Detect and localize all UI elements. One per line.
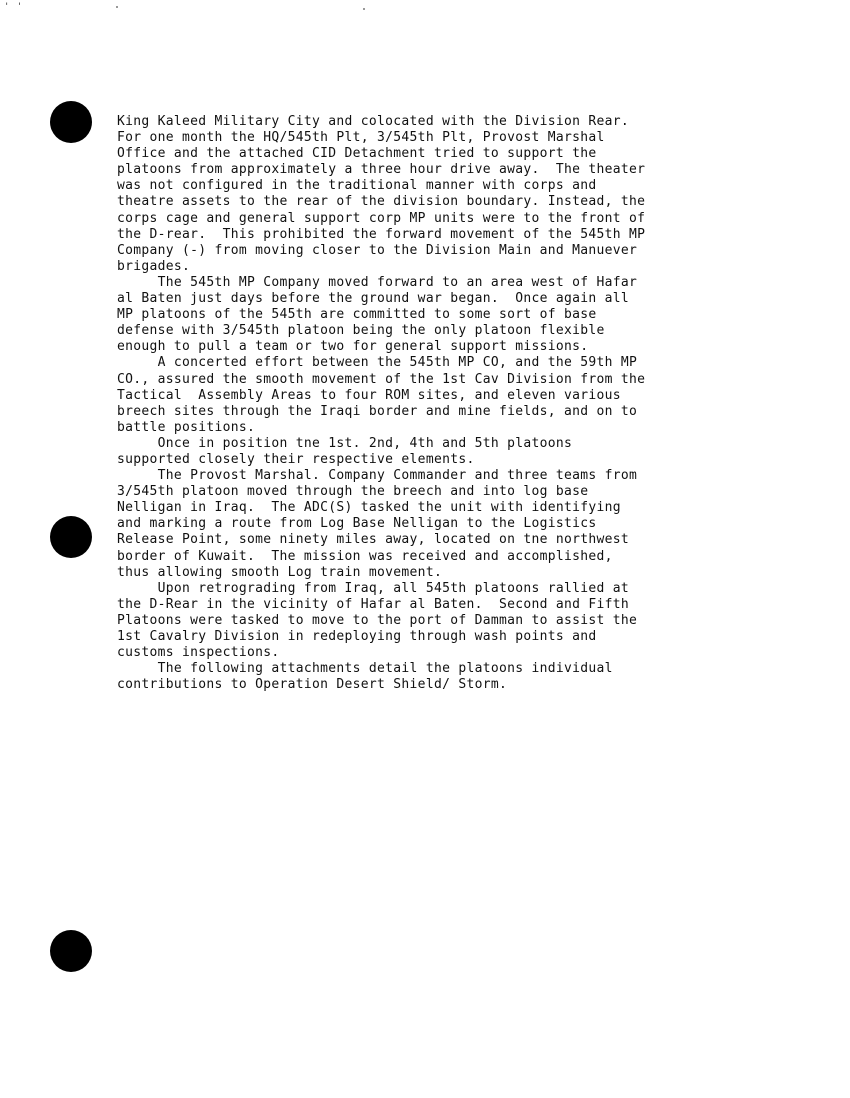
- typed-body-text: [117, 114, 797, 693]
- text-line: border of Kuwait. The mission was received and accomplished,: [117, 548, 613, 564]
- text-line: Company (-) from moving closer to the Division Main and Manuever: [117, 242, 638, 258]
- text-line: the D-Rear in the vicinity of Hafar al Baten. Second and Fifth: [117, 596, 629, 612]
- text-line: defense with 3/545th platoon being the only platoon flexible: [117, 323, 605, 339]
- text-line: Office and the attached CID Detachment tried to support the: [117, 146, 597, 162]
- punch-hole-middle: [50, 516, 92, 558]
- text-line: platoons from approximately a three hour drive away. The theater: [117, 162, 646, 178]
- text-line: Release Point, some ninety miles away, located on tne northwest: [117, 532, 629, 548]
- text-line: King Kaleed Military City and colocated with the Division Rear.: [117, 114, 629, 129]
- text-line: contributions to Operation Desert Shield/ Storm.: [117, 677, 508, 693]
- punch-hole-top: [50, 101, 92, 143]
- text-line: 1st Cavalry Division in redeploying through wash points and: [117, 629, 597, 644]
- punch-hole-bottom: [50, 930, 92, 972]
- text-line: CO., assured the smooth movement of the 1st Cav Division from the: [117, 371, 646, 387]
- text-line: The 545th MP Company moved forward to an area west of Hafar: [117, 274, 638, 290]
- text-line: Platoons were tasked to move to the port of Damman to assist the: [117, 612, 638, 628]
- text-line: customs inspections.: [117, 645, 280, 661]
- text-line: brigades.: [117, 258, 191, 274]
- text-line: For one month the HQ/545th Plt, 3/545th Plt, Provost Marshal: [117, 130, 605, 146]
- text-line: the D-rear. This prohibited the forward movement of the 545th MP: [117, 226, 646, 242]
- text-line: Upon retrograding from Iraq, all 545th platoons rallied at: [117, 580, 629, 596]
- text-line: MP platoons of the 545th are committed to some sort of base: [117, 307, 597, 323]
- text-line: breech sites through the Iraqi border and mine fields, and on to: [117, 403, 638, 419]
- text-line: Once in position tne 1st. 2nd, 4th and 5th platoons: [117, 435, 573, 451]
- text-line: battle positions.: [117, 419, 256, 435]
- text-line: was not configured in the traditional manner with corps and: [117, 178, 597, 194]
- text-line: The Provost Marshal. Company Commander and three teams from: [117, 468, 638, 484]
- text-line: thus allowing smooth Log train movement.: [117, 564, 443, 580]
- corner-marks: ' ': [4, 2, 24, 12]
- text-line: supported closely their respective elements.: [117, 451, 475, 467]
- text-line: Nelligan in Iraq. The ADC(S) tasked the unit with identifying: [117, 500, 621, 516]
- scan-speck: [363, 8, 365, 10]
- text-line: theatre assets to the rear of the division boundary. Instead, the: [117, 194, 646, 210]
- text-line: and marking a route from Log Base Nelligan to the Logistics: [117, 516, 597, 532]
- text-line: The following attachments detail the platoons individual: [117, 661, 613, 677]
- text-line: 3/545th platoon moved through the breech and into log base: [117, 484, 589, 500]
- text-line: enough to pull a team or two for general support missions.: [117, 339, 589, 355]
- text-line: Tactical Assembly Areas to four ROM sites, and eleven various: [117, 387, 621, 403]
- text-line: al Baten just days before the ground war began. Once again all: [117, 291, 629, 307]
- text-line: A concerted effort between the 545th MP CO, and the 59th MP: [117, 355, 638, 371]
- text-line: corps cage and general support corp MP units were to the front of: [117, 210, 646, 226]
- scan-speck: [116, 6, 118, 8]
